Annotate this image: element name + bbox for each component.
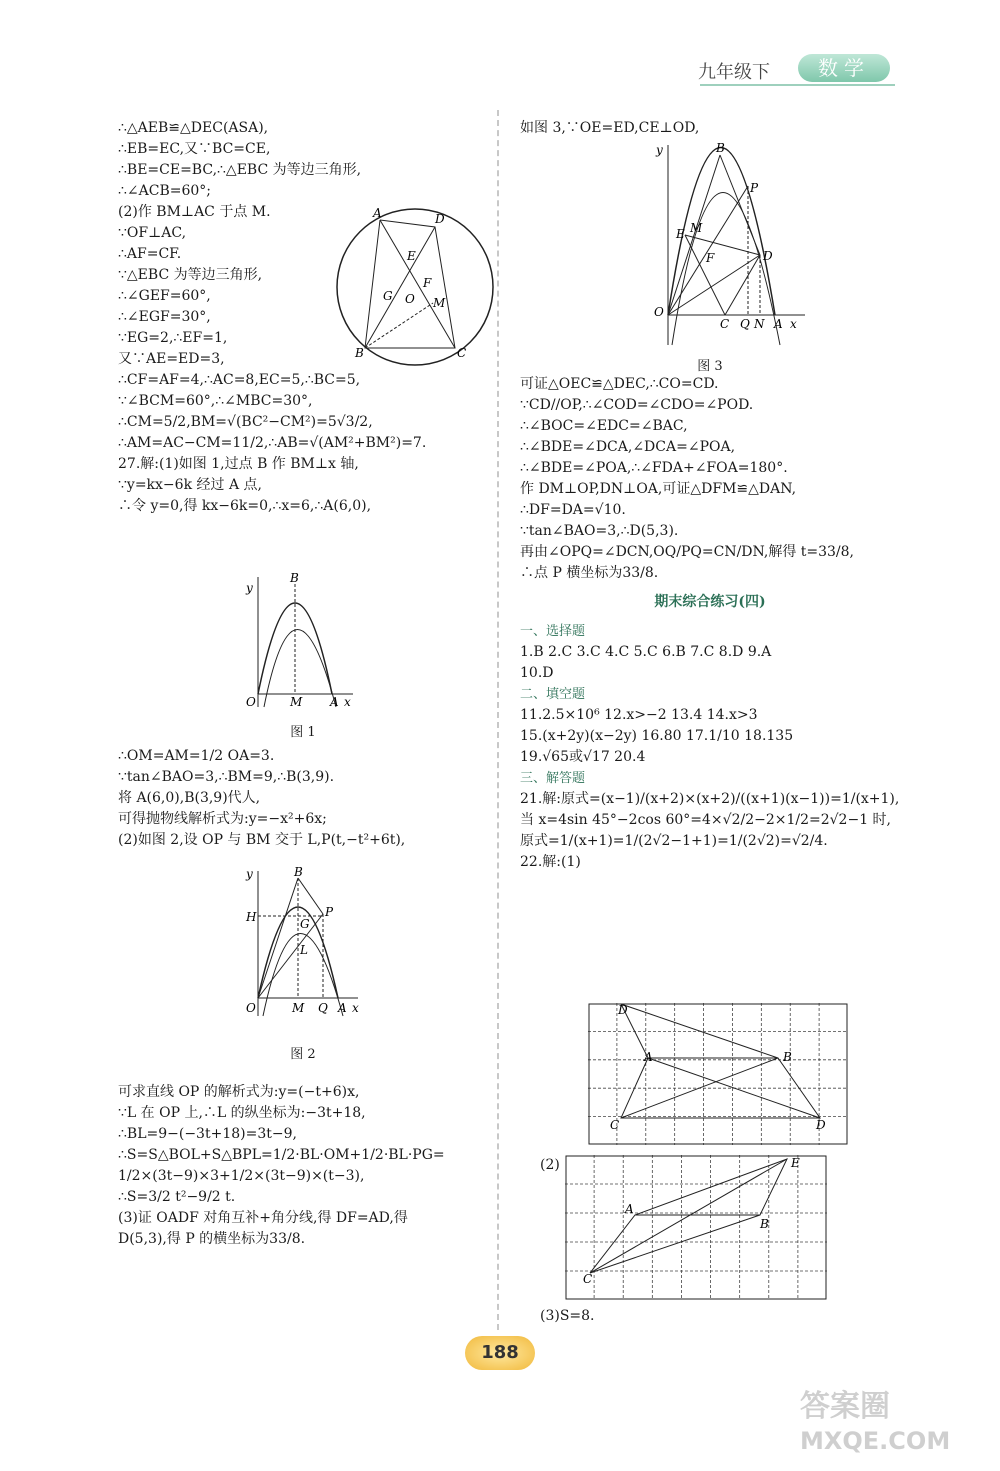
label-a: A — [373, 206, 382, 220]
label-o: O — [246, 1001, 256, 1015]
label-c: C — [583, 1272, 593, 1286]
right-block-2 — [520, 374, 900, 873]
text-line: ∴点 P 横坐标为33/8. — [520, 565, 659, 581]
text-line: 可证△OEC≌△DEC,∴CO=CD. — [520, 376, 719, 392]
text-line: ∵∠BCM=60°,∴∠MBC=30°, — [118, 393, 313, 409]
label-x: x — [352, 1001, 359, 1015]
fill-answer-line: 11.2.5×10⁶ 12.x>−2 13.4 14.x>3 — [520, 707, 758, 723]
circle-shape — [337, 209, 493, 365]
text-line: ∴∠BDE=∠POA,∴∠FDA+∠FOA=180°. — [520, 460, 788, 476]
grade-label: 九年级下 — [698, 62, 770, 83]
label-m: M — [292, 1001, 305, 1015]
label-y: y — [656, 143, 663, 157]
label-h: H — [246, 910, 257, 924]
label-x: x — [790, 317, 797, 331]
label-y: y — [246, 581, 253, 595]
text-line: ∵tan∠BAO=3,∴D(5,3). — [520, 523, 679, 539]
text-line: ∴∠ACB=60°; — [118, 183, 212, 199]
figure-3 — [650, 140, 810, 350]
text-line: (2)作 BM⊥AC 于点 M. — [118, 204, 271, 220]
text-line: ∴S=3/2 t²−9/2 t. — [118, 1189, 236, 1205]
right-column — [520, 118, 900, 139]
text-line: ∵y=kx−6k 经过 A 点, — [118, 477, 262, 493]
label-b: B — [760, 1217, 769, 1231]
line-ec — [685, 235, 725, 315]
line-bp — [298, 878, 323, 914]
page-header — [690, 54, 900, 84]
label-d2: D — [816, 1118, 826, 1132]
label-p: P — [750, 181, 759, 195]
figure-2-caption: 图 2 — [290, 1047, 316, 1062]
text-line: ∴S=S△BOL+S△BPL=1/2·BL·OM+1/2·BL·PG= — [118, 1147, 445, 1163]
label-q: Q — [740, 317, 750, 331]
text-line: ∴AM=AC−CM=11/2,∴AB=√(AM²+BM²)=7. — [118, 435, 427, 451]
label-q: Q — [318, 1001, 328, 1015]
fill-heading: 二、填空题 — [520, 687, 586, 702]
grid-figure-1 — [588, 1003, 848, 1145]
fill-answer-line: 19.√65或√17 20.4 — [520, 749, 646, 765]
text-line: ∵△EBC 为等边三角形, — [118, 267, 263, 283]
subject-badge: 数学 — [798, 54, 890, 82]
label-g: G — [300, 917, 310, 931]
section-title: 期末综合练习(四) — [654, 594, 766, 610]
text-line: 1/2×(3t−9)×3+1/2×(3t−9)×(t−3), — [118, 1168, 365, 1184]
label-d: D — [435, 212, 445, 226]
label-b: B — [290, 572, 299, 585]
grid-frame — [566, 1156, 826, 1299]
label-o: O — [246, 695, 256, 709]
line-cd — [725, 255, 760, 315]
watermark-line-2: MXQE.COM — [800, 1427, 951, 1455]
text-line: ∵EG=2,∴EF=1, — [118, 330, 228, 346]
fig2-caption-block — [118, 1044, 488, 1065]
choice-answers-2: 10.D — [520, 665, 554, 681]
quad-lines — [365, 220, 455, 348]
page-number: 188 — [465, 1336, 535, 1370]
text-line: ∵tan∠BAO=3,∴BM=9,∴B(3,9). — [118, 769, 335, 785]
header-rule — [700, 84, 895, 86]
label-b: B — [716, 141, 725, 155]
left-block-3 — [118, 1082, 488, 1250]
label-e: E — [676, 227, 685, 241]
figure-1-caption: 图 1 — [290, 725, 316, 740]
line-bm — [365, 303, 433, 348]
solution-line: 原式=1/(x+1)=1/(2√2−1+1)=1/(2√2)=√2/4. — [520, 833, 828, 849]
label-p: P — [325, 905, 334, 919]
text-line: ∴OM=AM=1/2 OA=3. — [118, 748, 275, 764]
label-y: y — [246, 867, 253, 881]
text-line: 再由∠OPQ=∠DCN,OQ/PQ=CN/DN,解得 t=33/8, — [520, 544, 855, 560]
text-line: ∵OF⊥AC, — [118, 225, 187, 241]
text-line: (3)证 OADF 对角互补+角分线,得 DF=AD,得 — [118, 1210, 408, 1226]
q22-part-2-label: (2) — [540, 1157, 560, 1173]
text-line: 作 DM⊥OP,DN⊥OA,可证△DFM≌△DAN, — [520, 481, 797, 497]
text-line: 将 A(6,0),B(3,9)代人, — [118, 790, 261, 806]
label-c: C — [610, 1118, 620, 1132]
label-f: F — [706, 251, 715, 265]
fill-answer-line: 15.(x+2y)(x−2y) 16.80 17.1/10 18.135 — [520, 728, 794, 744]
solution-line: 21.解:原式=(x−1)/(x+2)×(x+2)/((x+1)(x−1))=1/(x+1), — [520, 791, 900, 807]
label-m: M — [690, 221, 703, 235]
column-divider — [497, 110, 499, 1330]
text-line: ∴∠GEF=60°, — [118, 288, 211, 304]
text-line: 又∵AE=ED=3, — [118, 351, 225, 367]
label-a: A — [625, 1202, 634, 1216]
grid-frame — [589, 1004, 847, 1144]
label-e: E — [791, 1156, 800, 1170]
figure-1 — [238, 572, 358, 712]
text-line: ∴DF=DA=√10. — [520, 502, 626, 518]
label-n: N — [754, 317, 765, 331]
solution-line: 当 x=4sin 45°−2cos 60°=4×√2/2−2×1/2=2√2−1 时, — [520, 812, 892, 828]
text-line: ∵CD//OP,∴∠COD=∠CDO=∠POD. — [520, 397, 754, 413]
text-line: 可求直线 OP 的解析式为:y=(−t+6)x, — [118, 1084, 360, 1100]
text-line: ∵L 在 OP 上,∴L 的纵坐标为:−3t+18, — [118, 1105, 366, 1121]
choice-answers-1: 1.B 2.C 3.C 4.C 5.C 6.B 7.C 8.D 9.A — [520, 644, 772, 660]
label-x: x — [344, 695, 351, 709]
label-d: D — [763, 249, 773, 263]
label-c: C — [457, 346, 467, 360]
label-b: B — [294, 866, 303, 879]
text-line: 27.解:(1)如图 1,过点 B 作 BM⊥x 轴, — [118, 456, 359, 472]
text-line: ∴△AEB≌△DEC(ASA), — [118, 120, 269, 136]
text-line: ∴∠EGF=30°, — [118, 309, 211, 325]
label-a: A — [774, 317, 783, 331]
label-l: L — [300, 943, 308, 957]
text-line: ∴∠BDE=∠DCA,∠DCA=∠POA, — [520, 439, 736, 455]
left-block-2 — [118, 746, 488, 851]
watermark — [800, 1390, 990, 1460]
label-e: E — [407, 249, 416, 263]
line-ed — [685, 235, 760, 255]
q22-part-3-answer: (3)S=8. — [540, 1308, 595, 1324]
figure-3-caption: 图 3 — [697, 359, 723, 374]
label-g: G — [383, 289, 393, 303]
label-o: O — [405, 292, 415, 306]
label-c: C — [720, 317, 730, 331]
text-line: 可得抛物线解析式为:y=−x²+6x; — [118, 811, 327, 827]
text-line: ∴CM=5/2,BM=√(BC²−CM²)=5√3/2, — [118, 414, 373, 430]
circle-figure — [335, 205, 495, 370]
text-line: ∴EB=EC,又∵BC=CE, — [118, 141, 271, 157]
label-a: A — [338, 1001, 347, 1015]
choice-heading: 一、选择题 — [520, 624, 586, 639]
q22-part3-block — [540, 1306, 740, 1327]
line-op — [258, 914, 323, 998]
text-line: ∴令 y=0,得 kx−6k=0,∴x=6,∴A(6,0), — [118, 498, 372, 514]
label-d1: D — [618, 1003, 628, 1017]
text-line: ∴AF=CF. — [118, 246, 182, 262]
line-ob — [258, 878, 298, 998]
text-line: 如图 3,∵OE=ED,CE⊥OD, — [520, 120, 700, 136]
line-ac — [380, 220, 455, 348]
label-m: M — [290, 695, 303, 709]
label-b: B — [783, 1050, 792, 1064]
text-line: ∴CF=AF=4,∴AC=8,EC=5,∴BC=5, — [118, 372, 361, 388]
label-o: O — [654, 305, 664, 319]
label-a: A — [330, 695, 339, 709]
label-b: B — [355, 346, 364, 360]
label-m: M — [433, 296, 446, 310]
watermark-line-1: 答案圈 — [800, 1389, 890, 1424]
label-a: A — [644, 1050, 653, 1064]
solve-heading: 三、解答题 — [520, 771, 586, 786]
solution-line: 22.解:(1) — [520, 854, 581, 870]
text-line: D(5,3),得 P 的横坐标为33/8. — [118, 1231, 306, 1247]
label-f: F — [423, 276, 432, 290]
text-line: ∴BL=9−(−3t+18)=3t−9, — [118, 1126, 297, 1142]
text-line: (2)如图 2,设 OP 与 BM 交于 L,P(t,−t²+6t), — [118, 832, 406, 848]
text-line: ∴BE=CE=BC,∴△EBC 为等边三角形, — [118, 162, 362, 178]
fig1-caption-block — [118, 722, 488, 743]
figure-2 — [238, 866, 363, 1026]
text-line: ∴∠BOC=∠EDC=∠BAC, — [520, 418, 688, 434]
grid-figure-2 — [565, 1155, 827, 1300]
